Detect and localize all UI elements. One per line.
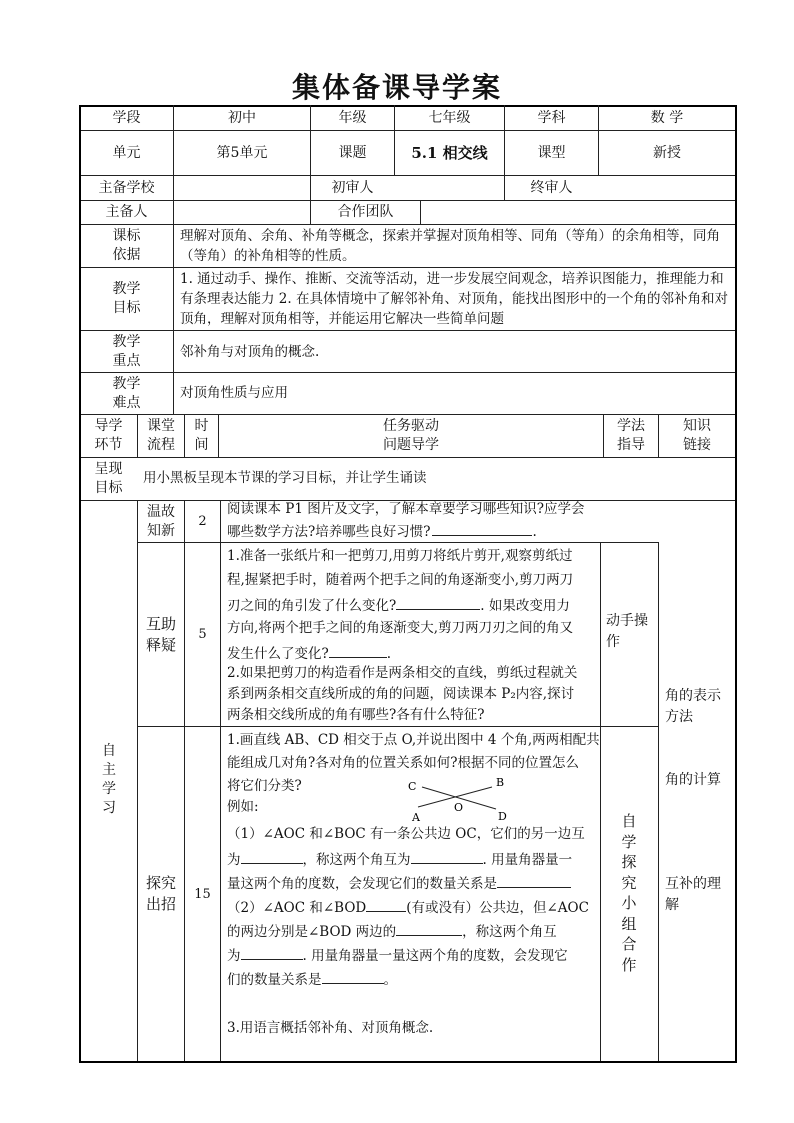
team-value[interactable] xyxy=(421,201,735,224)
explore-line-3: 将它们分类? xyxy=(227,778,302,794)
row-line xyxy=(79,457,737,458)
col-header-task: 任务驱动 问题导学 xyxy=(383,418,439,453)
row-line xyxy=(79,372,737,373)
mutual-line-4: 方向,将两个把手之间的角逐渐变大,剪刀两刀刃之间的角又 xyxy=(227,620,574,636)
link-angle-notation: 角的表示 方法 xyxy=(665,688,721,725)
review-line-1: 阅读课本 P1 图片及文字，了解本章要学习哪些知识?应学会 xyxy=(227,501,585,517)
explore-blank-1[interactable] xyxy=(241,848,303,864)
explore-p2-line-3-end: . 用量角器量一量这两个角的度数，会发现它 xyxy=(302,948,568,964)
standard-text: 理解对顶角、余角、补角等概念，探索并掌握对顶角相等、同角（等角）的余角相等，同角（等角）的补角相等的性质。 xyxy=(180,228,720,264)
explore-p1-line-1: （1）∠AOC 和∠BOC 有一条公共边 OC，它们的另一边互 xyxy=(227,826,585,842)
mutual-time: 5 xyxy=(198,627,207,642)
table-right-border xyxy=(735,105,737,1063)
author-value[interactable] xyxy=(174,201,310,224)
explore-p1-line-2-mid: ，称这两个角互为 xyxy=(302,852,411,868)
difficulty-label: 教学 难点 xyxy=(112,375,141,411)
point-d-label: D xyxy=(498,810,507,823)
explore-time: 15 xyxy=(194,886,211,902)
stage-label: 学段 xyxy=(112,109,141,126)
mutual-line-7: 系到两条相交直线所成的角的问题，阅读课本 P₂内容,探讨 xyxy=(227,686,575,702)
mutual-line-8: 两条相交线所成的角有哪些?各有什么特征? xyxy=(227,707,485,723)
explore-blank-4[interactable] xyxy=(366,896,406,912)
goal-label: 教学 目标 xyxy=(112,281,141,316)
explore-method: 自 学 探 究 小 组 合 作 xyxy=(621,812,637,974)
row-line xyxy=(79,267,737,268)
row-line xyxy=(79,330,737,331)
review-line-2-text: 哪些数学方法?培养哪些良好习惯? xyxy=(227,524,431,540)
col-header-method: 学法 指导 xyxy=(617,418,645,453)
review-line-2 xyxy=(227,520,537,543)
explore-p2-line-4-pre: 们的数量关系是 xyxy=(227,972,322,988)
explore-p2-line-3-pre: 为 xyxy=(227,948,241,964)
mutual-line-5 xyxy=(227,642,391,665)
point-c-label: C xyxy=(408,780,417,793)
point-o-label: O xyxy=(454,801,464,814)
row-line xyxy=(79,224,737,225)
col-line xyxy=(600,542,601,1061)
mutual-label: 互助 释疑 xyxy=(145,614,176,654)
explore-blank-5[interactable] xyxy=(396,920,462,936)
explore-p2-line-2 xyxy=(227,920,557,943)
subject-value: 数 学 xyxy=(650,109,684,126)
col-header-flow: 课堂 流程 xyxy=(147,418,175,453)
point-a-label: A xyxy=(412,811,420,824)
explore-p2-line-2-pre: 的两边分别是∠BOD 两边的 xyxy=(227,924,397,940)
final-reviewer-value[interactable] xyxy=(599,176,735,200)
type-label: 课型 xyxy=(537,144,566,161)
page-title: 集体备课导学案 xyxy=(291,71,502,104)
standard-label: 课标 依据 xyxy=(112,228,141,263)
explore-p1-line-2-pre: 为 xyxy=(227,852,241,868)
col-header-time: 时 间 xyxy=(194,418,209,453)
col-header-stage: 导学 环节 xyxy=(94,418,123,453)
explore-p1-line-3-text: 量这两个角的度数，会发现它们的数量关系是 xyxy=(227,876,497,892)
final-reviewer-label: 终审人 xyxy=(530,179,573,196)
review-label: 温故 知新 xyxy=(147,503,175,539)
mutual-line-3-end: . 如果改变用力 xyxy=(480,598,570,614)
explore-blank-3[interactable] xyxy=(497,872,571,888)
mutual-line-3-text: 刃之间的角引发了什么变化? xyxy=(227,598,397,614)
review-line-2-end: . xyxy=(532,524,537,540)
explore-p2-line-4-end: 。 xyxy=(383,972,397,988)
link-angle-calculation: 角的计算 xyxy=(665,772,721,788)
review-time: 2 xyxy=(198,514,207,529)
intersecting-lines-figure xyxy=(400,775,510,830)
link-supplement-understanding: 互补的理 解 xyxy=(665,876,721,913)
explore-blank-2[interactable] xyxy=(411,848,483,864)
team-label: 合作团队 xyxy=(337,204,394,220)
mutual-line-3 xyxy=(227,594,570,617)
first-reviewer-label: 初审人 xyxy=(331,179,374,196)
topic-label: 课题 xyxy=(338,144,367,161)
explore-p1-line-3 xyxy=(227,872,571,895)
mutual-line-5-text: 发生什么了变化? xyxy=(227,646,329,662)
unit-value: 第5单元 xyxy=(216,144,268,161)
mutual-line-1: 1.准备一张纸片和一把剪刀,用剪刀将纸片剪开,观察剪纸过 xyxy=(227,548,573,564)
explore-p1-line-2 xyxy=(227,848,572,871)
key-text: 邻补角与对顶角的概念. xyxy=(180,344,320,360)
col-line xyxy=(220,500,221,1061)
difficulty-text: 对顶角性质与应用 xyxy=(180,385,288,401)
review-answer-blank[interactable] xyxy=(432,520,532,536)
explore-p2-line-1 xyxy=(227,896,589,919)
explore-line-2: 能组成几对角?各对角的位置关系如何?根据不同的位置怎么 xyxy=(227,755,579,771)
col-header-links: 知识 链接 xyxy=(683,418,711,453)
explore-p2-line-1-mid: (有或没有）公共边，但∠AOC xyxy=(406,900,589,916)
point-b-label: B xyxy=(496,776,505,789)
explore-p2-line-2-end: ，称这两个角互 xyxy=(462,924,557,940)
explore-example: 例如: xyxy=(227,799,259,815)
mutual-method: 动手操 作 xyxy=(606,613,648,650)
table-bottom-border xyxy=(79,1061,737,1063)
explore-blank-6[interactable] xyxy=(241,944,303,960)
grade-value: 七年级 xyxy=(428,109,471,126)
explore-p2-line-3 xyxy=(227,944,568,967)
mutual-line-6: 2.如果把剪刀的构造看作是两条相交的直线，剪纸过程就关 xyxy=(227,665,578,681)
mutual-blank-1[interactable] xyxy=(396,594,480,610)
explore-p2-line-4 xyxy=(227,968,397,991)
explore-line-1: 1.画直线 AB、CD 相交于点 O,并说出图中 4 个角,两两相配共 xyxy=(227,732,600,748)
self-study-label: 自 主 学 习 xyxy=(102,743,116,816)
unit-label: 单元 xyxy=(112,144,141,161)
explore-p2-line-1-pre: （2）∠AOC 和∠BOD xyxy=(227,900,367,916)
school-value[interactable] xyxy=(174,176,310,200)
grade-label: 年级 xyxy=(338,109,367,126)
col-line xyxy=(658,542,659,1061)
mutual-line-2: 程,握紧把手时，随着两个把手之间的角逐渐变小,剪刀两刀 xyxy=(227,572,574,588)
subject-label: 学科 xyxy=(537,109,566,126)
author-label: 主备人 xyxy=(105,204,148,220)
goal-text: 1. 通过动手、操作、推断、交流等活动，进一步发展空间观念，培养识图能力，推理能力和有条理表达能力 2. 在具体情境中了解邻补角、对顶角，能找出图形中的一个角的邻补角和对顶角，理解对顶角相等，并能运用它解决一些简单问题 xyxy=(180,271,728,327)
type-value: 新授 xyxy=(653,144,681,161)
mutual-blank-2[interactable] xyxy=(329,642,387,658)
present-text: 用小黑板呈现本节课的学习目标，并让学生诵读 xyxy=(143,470,427,486)
mutual-line-5-end: . xyxy=(386,646,392,662)
explore-label: 探究 出招 xyxy=(145,874,176,913)
explore-line-last: 3.用语言概括邻补角、对顶角概念. xyxy=(227,1020,434,1036)
first-reviewer-value[interactable] xyxy=(395,176,504,200)
school-label: 主备学校 xyxy=(98,179,155,196)
present-label: 呈现 目标 xyxy=(94,461,123,496)
explore-blank-7[interactable] xyxy=(322,968,384,984)
topic-value: 5.1 相交线 xyxy=(411,143,488,162)
key-label: 教学 重点 xyxy=(112,333,141,369)
explore-p1-line-2-end: . 用量角器量一 xyxy=(482,852,573,868)
stage-value: 初中 xyxy=(228,109,256,126)
